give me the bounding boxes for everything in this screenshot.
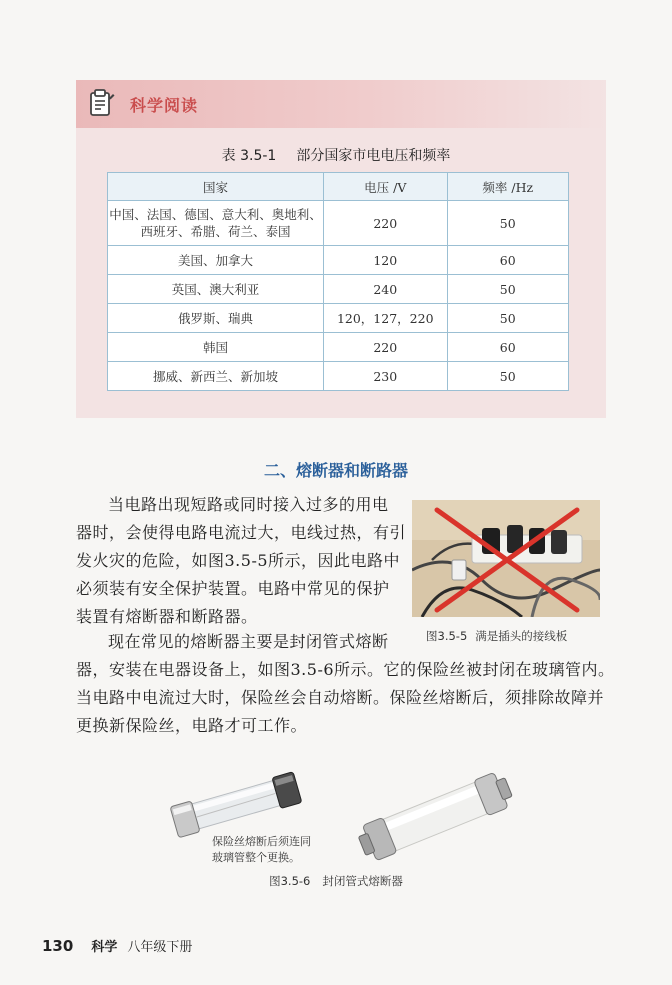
- column-header-frequency: 频率 /Hz: [447, 173, 568, 201]
- notepad-icon: [86, 88, 116, 118]
- voltage-cell: 230: [323, 362, 447, 391]
- fuse-note: [212, 834, 311, 866]
- frequency-cell: 50: [447, 304, 568, 333]
- table-header-row: [108, 173, 569, 201]
- book-grade: 八年级下册: [127, 940, 193, 955]
- table-row: [108, 275, 569, 304]
- figure-caption-text: 满是插头的接线板: [475, 629, 568, 643]
- fuse-note-line: 玻璃管整个更换。: [212, 851, 300, 864]
- frequency-cell: 50: [447, 362, 568, 391]
- country-cell: 美国、加拿大: [108, 246, 324, 275]
- figure-3-5-6-caption: [0, 873, 672, 889]
- paragraph-line: 当电路中电流过大时，保险丝会自动熔断。保险丝熔断后，须排除故障并: [76, 688, 605, 707]
- country-cell: 挪威、新西兰、新加坡: [108, 362, 324, 391]
- overloaded-power-strip-photo: [412, 500, 600, 617]
- voltage-cell: 220: [323, 333, 447, 362]
- section-heading: 二、熔断器和断路器: [263, 461, 408, 480]
- country-cell-line: 西班牙、希腊、荷兰、泰国: [140, 224, 291, 239]
- frequency-cell: 50: [447, 201, 568, 246]
- book-subject: 科学: [91, 940, 118, 955]
- paragraph-line: 装置有熔断器和断路器。: [76, 607, 258, 626]
- science-reading-title: 科学阅读: [130, 96, 199, 115]
- column-header-voltage: 电压 /V: [323, 173, 447, 201]
- table-caption: [0, 145, 672, 165]
- figure-number: 图3.5-6: [269, 874, 311, 888]
- figure-number: 图3.5-5: [426, 629, 468, 643]
- paragraph-line: 发火灾的危险，如图3.5-5所示，因此电路中: [76, 551, 401, 570]
- page-footer: [42, 936, 192, 955]
- paragraph-line: 更换新保险丝，电路才可工作。: [76, 716, 308, 735]
- frequency-cell: 60: [447, 246, 568, 275]
- paragraph-line: 器，安装在电器设备上，如图3.5-6所示。它的保险丝被封闭在玻璃管内。: [76, 660, 615, 679]
- country-cell: 英国、澳大利亚: [108, 275, 324, 304]
- paragraph-line: 当电路出现短路或同时接入过多的用电: [108, 495, 389, 514]
- voltage-cell: 240: [323, 275, 447, 304]
- country-cell: [108, 201, 324, 246]
- frequency-cell: 60: [447, 333, 568, 362]
- paragraph-line: 必须装有安全保护装置。电路中常见的保护: [76, 579, 390, 598]
- frequency-cell: 50: [447, 275, 568, 304]
- voltage-cell: 120: [323, 246, 447, 275]
- table-row: [108, 201, 569, 246]
- figure-3-5-5-caption: [426, 628, 567, 644]
- table-row: [108, 362, 569, 391]
- ceramic-tube-fuse-photo: [352, 760, 517, 872]
- paragraph-line: 现在常见的熔断器主要是封闭管式熔断: [108, 632, 389, 651]
- fuse-note-line: 保险丝熔断后须连同: [212, 835, 311, 848]
- country-cell: 韩国: [108, 333, 324, 362]
- paragraph-line: 器时，会使得电路电流过大，电线过热，有引: [76, 523, 407, 542]
- voltage-cell: 220: [323, 201, 447, 246]
- voltage-frequency-table: [107, 172, 569, 391]
- table-row: [108, 246, 569, 275]
- country-cell-line: 中国、法国、德国、意大利、奥地利、: [109, 207, 322, 222]
- table-row: [108, 304, 569, 333]
- voltage-cell: 120，127，220: [323, 304, 447, 333]
- figure-caption-text: 封闭管式熔断器: [322, 874, 403, 888]
- table-caption-text: 部分国家市电电压和频率: [296, 148, 451, 164]
- page-number: 130: [42, 937, 74, 955]
- column-header-country: 国家: [108, 173, 324, 201]
- table-row: [108, 333, 569, 362]
- table-caption-number: 表 3.5-1: [221, 148, 277, 164]
- country-cell: 俄罗斯、瑞典: [108, 304, 324, 333]
